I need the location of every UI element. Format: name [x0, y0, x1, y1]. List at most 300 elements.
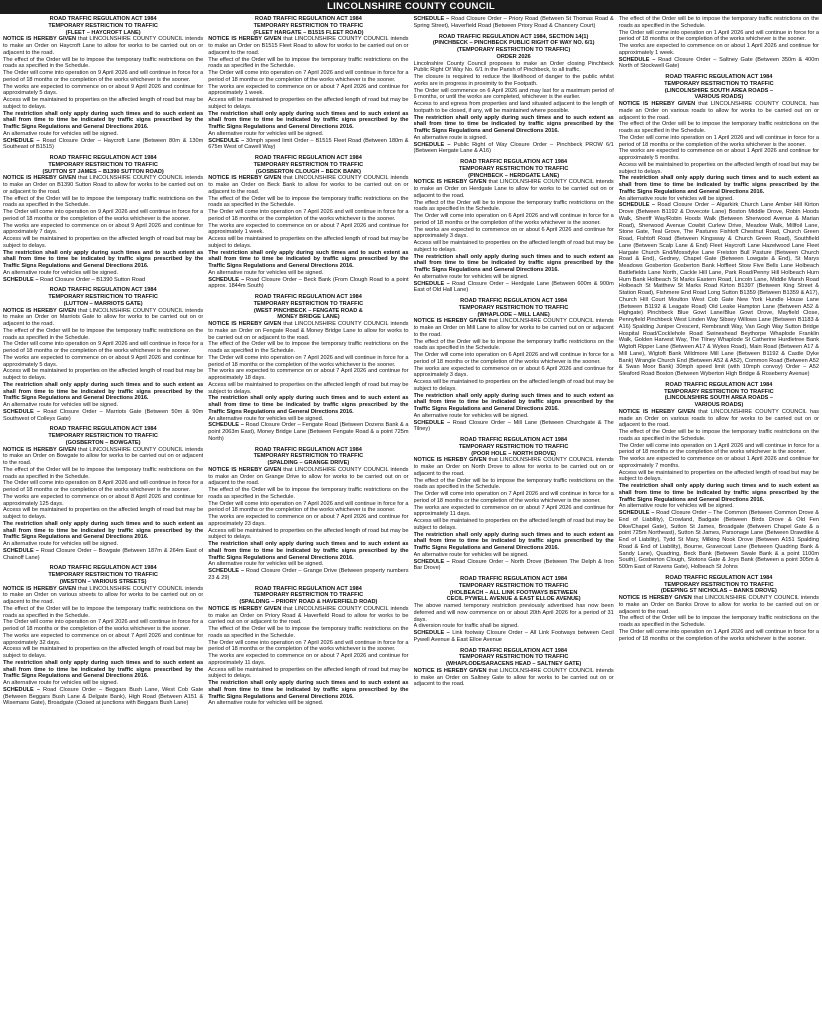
notice-intro [414, 457, 614, 477]
notice-paragraph: The above named temporary restriction previously advertised has now been deferred and will now commence on or about 20th April 2026 for a period of 31 days. [413, 603, 614, 623]
notice-block [619, 74, 819, 378]
notice-lead: NOTICE IS HEREBY GIVEN [208, 466, 282, 473]
notice-heading: ROAD TRAFFIC REGULATION ACT 1984 [665, 74, 773, 80]
schedule-text [414, 16, 614, 30]
notice-intro [3, 175, 203, 195]
notice-heading: TEMPORARY RESTRICTION TO TRAFFIC [458, 443, 569, 450]
notice-heading: ROAD TRAFFIC REGULATION ACT 1984 [254, 446, 362, 453]
schedule-label: SCHEDULE – [413, 419, 451, 426]
intro-text: intends to make an Order on B1390 Sutton Road to allow for works to be carried out on or adjacent to the road. [3, 175, 204, 195]
notice-access: Access will be maintained to properties on the affected length of road but may be subject to delays. [3, 507, 204, 520]
notice-heading: (SPALDING – GRANGE DRIVE) [267, 460, 350, 466]
notice-lead: NOTICE IS HEREBY GIVEN [208, 321, 282, 327]
notice-heading: (DEEPING ST NICHOLAS – BANKS DROVE) [660, 588, 777, 595]
council-name: that LINCOLNSHIRE COUNTY COUNCIL [283, 321, 389, 327]
notice-restriction: The restriction shall only apply during such times and to such extent as shall from time to time be indicated by traffic signs prescribed by the Traffic Signs Regulations and General Directions 2016. [208, 680, 409, 700]
notice-restriction: The restriction shall only apply during such times and to such extent as shall from time to time be indicated by traffic signs prescribed by the Traffic Signs Regulations and General Directions 2016. [413, 114, 614, 134]
notice-heading: ROAD TRAFFIC REGULATION ACT 1984 [665, 381, 773, 388]
notice-lead: NOTICE IS HEREBY GIVEN [618, 408, 696, 415]
schedule-text [208, 138, 408, 152]
notice-heading: ORDER 2026 [496, 53, 531, 60]
schedule-label: SCHEDULE – [3, 276, 39, 283]
notice-block [414, 437, 614, 572]
notice-works: The works are expected to commence on or about 7 April 2026 and continue for approximately 11 days. [413, 504, 614, 518]
schedule-value: 30mph speed limit Order – B1515 Fleet Road (Between 180m & 675m West of Cawell Way) [208, 137, 409, 151]
notice-heading: ROAD TRAFFIC REGULATION ACT 1984 [254, 16, 362, 22]
notice-heading: (WHAPLODE/SARACENS HEAD – SALTNEY GATE) [446, 661, 582, 667]
notice-intro [3, 586, 203, 606]
notice-heading: ROAD TRAFFIC REGULATION ACT 1984, SECTION 14(1) [438, 33, 589, 40]
notice-restriction: The restriction shall only apply during such times and to such extent as shall from time to time be indicated by traffic signs prescribed by the Traffic Signs Regulations and General Directions 2016. [3, 110, 204, 130]
notice-heading: (GOSBERTON – BOWGATE) [65, 439, 141, 446]
notice-heading: ROAD TRAFFIC REGULATION ACT 1984 [460, 437, 568, 443]
notice-heading: TEMPORARY RESTRICTION TO TRAFFIC [458, 582, 569, 589]
notice-heading: ROAD TRAFFIC REGULATION ACT 1984 [460, 647, 568, 654]
notice-alt-route: An alternative route for vehicles will be signed. [208, 415, 324, 422]
notice-heading: TEMPORARY RESTRICTION TO TRAFFIC [48, 572, 158, 578]
notice-restriction: The restriction shall only apply during such times and to such extent as shall from time to time be indicated by traffic signs prescribed by the Traffic Signs Regulations and General Directions 2016. [208, 110, 409, 130]
council-name: that LINCOLNSHIRE COUNTY COUNCIL [698, 101, 807, 107]
notice-heading: ROAD TRAFFIC REGULATION ACT 1984 [254, 294, 362, 300]
notice-heading: (PINCHBECK – HERDGATE LANE) [468, 172, 560, 179]
notice-restriction: The restriction shall only apply during such times and to such extent as shall from time to time be indicated by traffic signs prescribed by the Traffic Signs Regulations and General Directions 2016. [618, 175, 819, 195]
schedule-value: Road Closure Order – The Common (Between Common Drove & End of Liability), Crowland, Badgate (Between Birds Drove & Old Fen Dike/Chapel Gate), Sutton St James, Broadgate (Between Chapel Gate & a point 725m Northeast), Sutton St James, Parsonage Lane (Between Drawdike & End of Liability), Tydd St Mary, Milking Nook Drove (Between A151 Spalding Road & End of Liability), Bourne, Gravecoat Lane (Between Quadring Bank & Sandy Lane), Quadring, Beck Bank (Between Swale Bank & a point 1100m South), Gosberton Clough, Stotons Gate & Joys Bank (Between a point 305m & 500m East of Ravens Gate), Holbeach St Johns [618, 510, 819, 570]
notice-restriction: The restriction shall only apply during such times and to such extent as shall from time to time be indicated by traffic signs prescribed by the Traffic Signs Regulations and General Directions 2016. [208, 541, 409, 561]
council-name: that LINCOLNSHIRE COUNTY COUNCIL [693, 595, 799, 601]
notice-works: The works are expected to commence on or about 7 April 2026 and continue for approximately 11 days. [208, 653, 409, 666]
notice-heading: TEMPORARY RESTRICTION TO TRAFFIC [458, 654, 569, 661]
notice-effect: The effect of the Order will be to impose the temporary traffic restrictions on the roads as specified in the Schedule. [208, 341, 409, 354]
notice-date: The Order will come into operation on 9 April 2026 and will continue in force for a period of 18 months or the completion of the works whichever is the sooner. [3, 209, 204, 222]
schedule-value: Road Closure Order – Herdgate Lane (Between 600m & 900m East of Old Hall Lane) [413, 280, 614, 294]
schedule-text [3, 687, 203, 707]
notice-heading: TEMPORARY RESTRICTION TO TRAFFIC [253, 592, 364, 599]
schedule-label: SCHEDULE – [208, 568, 244, 574]
notice-heading: (WESTON – VARIOUS STREETS) [59, 578, 147, 585]
notice-restriction: The restriction shall only apply during such times and to such extent as shall from time to time be indicated by traffic signs prescribed by the Traffic Signs Regulations and General Directions 2016. [3, 659, 204, 680]
notice-intro [208, 321, 408, 341]
notice-works: The works are expected to commence on or about 8 April 2026 and continue for approximately 125 days. [3, 493, 204, 507]
notice-lead: NOTICE IS HEREBY GIVEN [3, 36, 77, 43]
notice-access: Access will be maintained to properties on the affected length of road but may be subject to delays. [208, 666, 409, 680]
notice-heading: (TEMPORARY RESTRICTION TO TRAFFIC) [456, 47, 571, 53]
notice-alt-route: An alternative route for vehicles will be signed. [3, 680, 119, 686]
notice-date: The Order will come into operation on 7 April 2026 and will continue in force for a period of 18 months or the completion of the works whichever is the sooner. [3, 619, 204, 632]
notice-block [619, 575, 819, 643]
schedule-value: Road Closure Order – Beggars Bush Lane, West Cob Gate (Between Beggars Bush Lane & Delgate Bank), High Road (Between A151 & Wisemans Gate), Broadgate (Closed at junctions with Beggars Bush Lane) [3, 686, 204, 707]
notice-heading: ROAD TRAFFIC REGULATION ACT 1984 [665, 574, 773, 581]
notice-access: Access will be maintained to properties on the affected length of road but may be subject to delays. [208, 97, 409, 110]
notice-heading: (SPALDING – PRIORY ROAD & HAVERFIELD ROAD) [239, 599, 378, 605]
notice-block [414, 34, 614, 156]
notice-lead: NOTICE IS HEREBY GIVEN [208, 175, 282, 182]
schedule-label: SCHEDULE – [208, 422, 244, 429]
notice-date: The Order will come into operation on 7 April 2026 and will continue in force for a period of 18 months or the completion of the works whichever is the sooner. [208, 70, 409, 83]
notice-alt-route: An alternative route for vehicles will be signed. [413, 412, 529, 419]
notice-works: The works are expected to commence on or about 6 April 2026 and continue for approximately 3 days. [413, 365, 614, 379]
notice-block [414, 298, 614, 433]
schedule-label: SCHEDULE – [3, 408, 41, 415]
intro-text: intends to make an Order on Fengate Road & Money Bridge Lane to allow for works to be carried out on or adjacent to the road. [208, 321, 409, 341]
notice-block [208, 16, 408, 151]
notice-heading: ROAD TRAFFIC REGULATION ACT 1984 [49, 155, 157, 161]
notice-paragraph: The works are expected to commence on or about 1 April 2026 and continue for approximately 1 week. [618, 43, 819, 56]
notice-heading: (PINCHBECK – PINCHBECK PUBLIC RIGHT OF WAY NO. 6/1) [432, 40, 595, 47]
council-name: that LINCOLNSHIRE COUNTY COUNCIL [78, 175, 184, 182]
council-name: that LINCOLNSHIRE COUNTY COUNCIL [283, 605, 389, 612]
notice-block [3, 565, 203, 707]
intro-text: intends to make an Order on Bowgate to allow for works to be carried out on or adjacent to the road. [3, 446, 204, 466]
notice-lead: NOTICE IS HEREBY GIVEN [618, 101, 696, 107]
notice-date: The Order will come into operation on 9 April 2026 and will continue in force for a period of 18 months or the completion of the works whichever is the sooner. [3, 341, 204, 354]
notice-access: Access will be maintained to properties on the affected length of road but may be subject to delays. [3, 236, 204, 249]
notice-restriction: The restriction shall only apply during such times and to such extent as shall from time to time be indicated by traffic signs prescribed by the Traffic Signs Regulations and General Directions 2016. [413, 392, 614, 412]
notice-date: The Order will come into operation on 6 April 2026 and will continue in force for a period of 18 months or the completion of the works whichever is the sooner. [413, 213, 614, 226]
notice-lead: NOTICE IS HEREBY GIVEN [413, 179, 487, 186]
notice-column [619, 16, 819, 1024]
schedule-value: Road Closure Order – Priory Road (Between St Thomas Road & Spring Street), Haverfield Road (Between Priory Road & Chancery Court) [413, 16, 614, 29]
notice-heading: ROAD TRAFFIC REGULATION ACT 1984 [460, 576, 568, 582]
notice-access: Access will be maintained to properties on the affected length of road but may be subject to delays. [208, 527, 409, 541]
schedule-label: SCHEDULE – [3, 137, 40, 144]
notice-restriction: The restriction shall only apply during such times and to such extent as shall from time to time be indicated by traffic signs prescribed by the Traffic Signs Regulations and General Directions 2016. [208, 395, 409, 415]
notice-paragraph: The Order will come into operation on 1 April 2026 and will continue in force for a period of 18 months or the completion of the works whichever is the sooner. [618, 29, 819, 43]
schedule-value: Link footway Closure Order – All Link Footways between Cecil Pywell Avenue & East Elloe Avenue [413, 630, 614, 643]
notice-heading: TEMPORARY RESTRICTION TO TRAFFIC [48, 22, 158, 29]
schedule-label: SCHEDULE – [208, 276, 245, 283]
schedule-value: Road Closure Order – Mill Lane (Between Churchgate & The Tilney) [413, 419, 614, 433]
notice-alt-route: An alternative route for vehicles will be signed. [3, 130, 119, 137]
notice-date: The Order will come into operation on 9 April 2026 and will continue in force for a period of 18 months or the completion of the works whichever is the sooner. [3, 70, 204, 83]
schedule-value: Road Closure Order – Haycroft Lane (Between 80m & 130m Southeast of B1515) [3, 137, 204, 151]
notice-intro [414, 318, 614, 338]
schedule-text [3, 138, 203, 152]
notice-heading: VARIOUS ROADS) [694, 402, 744, 408]
notice-intro [3, 308, 203, 328]
notice-date: The Order will come into operation on 1 April 2026 and will continue in force for a period of 18 months or the completion of the works whichever is the sooner. [618, 134, 819, 148]
notice-works: The works are expected to commence on or about 7 April 2026 and continue for approximately 18 days. [208, 368, 409, 381]
intro-text: has made an Order on various roads to allow for works to be carried out on or adjacent to the road. [618, 101, 819, 121]
intro-text: intends to make an Order on Beck Bank to allow for works to be carried out on or adjacent to the road. [208, 175, 409, 195]
notice-alt-route: An alternative route for vehicles will be signed. [413, 551, 529, 558]
schedule-value: Road Closure Order – B1390 Sutton Road [40, 276, 146, 283]
schedule-label: SCHEDULE – [3, 686, 40, 693]
council-name: that LINCOLNSHIRE COUNTY COUNCIL [78, 307, 184, 314]
notice-intro [619, 409, 819, 429]
council-name: that LINCOLNSHIRE COUNTY COUNCIL [78, 36, 184, 43]
notice-column [208, 16, 408, 1024]
schedule-value: Road Closure Order – Marriots Gate (Between 50m & 90m Southwest of Colleys Gate) [3, 408, 204, 422]
notice-effect: The effect of the Order will be to impose the temporary traffic restrictions on the roads as specified in the Schedule. [208, 487, 409, 500]
notice-restriction: The restriction shall only apply during such times and to such extent as shall from time to time be indicated by traffic signs prescribed by the Traffic Signs Regulations and General Directions 2016. [618, 483, 819, 503]
notice-heading: TEMPORARY RESTRICTION TO TRAFFIC [48, 161, 158, 168]
notice-effect: The effect of the Order will be to impose the temporary traffic restrictions on the roads as specified in the Schedule. [618, 615, 819, 628]
notice-paragraph: The closure is required to reduce the likelihood of danger to the public whilst works are in progress in proximity to the Footpath. [413, 74, 614, 87]
schedule-text [414, 142, 614, 156]
notice-works: The works are expected to commence on or about 7 April 2026 and continue for approximately 1 week. [208, 222, 409, 236]
council-name: that LINCOLNSHIRE COUNTY COUNCIL [488, 457, 594, 464]
notice-alt-route: An alternative route for vehicles will be signed. [618, 195, 734, 202]
notice-works: The works are expected to commence on or about 9 April 2026 and continue for approximately 7 days. [3, 222, 204, 236]
notice-heading: ROAD TRAFFIC REGULATION ACT 1984 [254, 585, 362, 592]
intro-text: intends to make an Order on Mill Lane to allow for works to be carried out on or adjacent to the road. [413, 318, 614, 338]
notice-lead: NOTICE IS HEREBY GIVEN [413, 318, 487, 325]
notice-heading: (LUTTON – MARRIOTS GATE) [63, 300, 143, 307]
schedule-text [208, 422, 408, 442]
intro-text: intends to make an Order on Haycroft Lane to allow for works to be carried out on or adjacent to the road. [3, 36, 204, 56]
schedule-value: Road Closure Order – Fengate Road (Between Dozens Bank & a point 2063m East), Money Bridge Lane (Between Fengate Road & a point 725m North) [208, 422, 409, 442]
notice-block [414, 159, 614, 294]
notice-works: The works are expected to commence on or about 7 April 2026 and continue for approximately 1 week. [208, 83, 409, 97]
notice-heading: (FLEET HARGATE – B1515 FLEET ROAD) [253, 29, 364, 36]
notice-access: Access will be maintained to properties on the affected length of road but may be subject to delays. [413, 379, 614, 392]
notice-paragraph: Access to and egress from properties and land situated adjacent to the length of footpath to be closed, if any, will be maintained where possible. [413, 101, 614, 114]
schedule-label: SCHEDULE – [618, 56, 656, 63]
schedule-value: Road Closure Order – Bowgate (Between 187m & 264m East of Chainoff Lane) [3, 547, 204, 561]
notice-block [414, 16, 614, 30]
notice-heading: (LINCOLNSHIRE SOUTH AREA ROADS – [664, 87, 774, 94]
notice-works: The works are expected to commence on or about 7 April 2026 and continue for approximately 23 days. [208, 514, 409, 527]
notice-works: The works are expected to commence on or about 7 April 2026 and continue for approximately 32 days. [3, 632, 204, 646]
notice-effect: The effect of the Order will be to impose the temporary traffic restrictions on the roads as specified in the Schedule. [3, 327, 204, 341]
schedule-value: Road Closure Order – North Drove (Between The Delph & Iron Bar Drove) [413, 558, 614, 572]
schedule-text [3, 277, 203, 284]
schedule-value: Road Closure Order – Saltney Gate (Between 350m & 400m North of Stockwell Gate) [618, 56, 819, 70]
schedule-text [208, 277, 408, 291]
schedule-text [619, 510, 819, 571]
notice-heading: (WEST PINCHBECK – FENGATE ROAD & [253, 307, 363, 314]
notice-intro [208, 175, 408, 195]
intro-text: intends to make an Order on North Drove to allow for works to be carried out on or adjacent to the road. [413, 457, 614, 477]
notice-heading: TEMPORARY RESTRICTION TO TRAFFIC [664, 80, 774, 87]
notice-block [3, 16, 203, 151]
notice-lead: NOTICE IS HEREBY GIVEN [208, 36, 282, 43]
notice-intro [414, 668, 614, 688]
notice-effect: The effect of the Order will be to impose the temporary traffic restrictions on the roads as specified in the Schedule. [618, 121, 819, 134]
intro-text: intends to make an Order on Banks Drove to allow for works to be carried out on or adjacent to the road. [618, 595, 819, 615]
notice-heading: ROAD TRAFFIC REGULATION ACT 1984 [49, 16, 157, 22]
schedule-text [414, 281, 614, 295]
masthead: LINCOLNSHIRE COUNTY COUNCIL [0, 0, 822, 14]
notice-block [414, 648, 614, 689]
schedule-text [3, 548, 203, 562]
notice-access: Access will be maintained to properties on the affected length of road but may be subject to delays. [618, 469, 819, 483]
schedule-label: SCHEDULE – [3, 547, 39, 554]
notice-block [208, 586, 408, 708]
council-name: that LINCOLNSHIRE COUNTY COUNCIL [283, 175, 389, 182]
notice-access: Access will be maintained to properties on the affected length of road but may be subject to delays. [618, 161, 819, 175]
notice-heading: TEMPORARY RESTRICTION TO TRAFFIC [253, 300, 364, 307]
notice-date: The Order will come into operation on 7 April 2026 and will continue in force for a period of 18 months or the completion of the works whichever is the sooner. [208, 209, 409, 222]
notice-intro [208, 467, 408, 487]
notice-column [414, 16, 614, 1024]
intro-text: intends to make an Order on Herdgate Lane to allow for works to be carried out on or adjacent to the road. [413, 179, 614, 199]
notice-lead: NOTICE IS HEREBY GIVEN [3, 585, 77, 592]
notice-heading: TEMPORARY RESTRICTION TO TRAFFIC [253, 22, 364, 29]
notice-works: The works are expected to commence on or about 6 April 2026 and continue for approximately 3 days. [413, 226, 614, 240]
notice-heading: VARIOUS ROADS) [694, 94, 744, 101]
schedule-value: Road Closure Order – Beck Bank (From Clough Road to a point approx. 1844m South) [208, 276, 409, 290]
notice-block [208, 447, 408, 582]
notice-paragraph: The effect of the Order will be to impose the temporary traffic restrictions on the roads as specified in the Schedule. [618, 16, 819, 29]
notice-access: Access will be maintained to properties on the affected length of road but may be subject to delays. [413, 240, 614, 253]
notice-block [208, 294, 408, 443]
notice-lead: NOTICE IS HEREBY GIVEN [3, 446, 77, 453]
schedule-text [619, 57, 819, 71]
notice-alt-route: An alternative route for vehicles will be signed. [413, 273, 529, 280]
notice-block [619, 16, 819, 70]
schedule-label: SCHEDULE – [618, 202, 655, 209]
schedule-label: SCHEDULE – [618, 510, 655, 516]
notice-heading: ROAD TRAFFIC REGULATION ACT 1984 [460, 159, 568, 165]
notice-heading: TEMPORARY RESTRICTION TO TRAFFIC [458, 304, 569, 311]
schedule-text [619, 202, 819, 378]
notice-alt-route: An alternative route for vehicles will be signed. [208, 269, 324, 276]
intro-text: intends to make an Order on Marriots Gate to allow for works to be carried out on or adjacent to the road. [3, 307, 204, 327]
notice-effect: The effect of the Order will be to impose the temporary traffic restrictions on the roads as specified in the Schedule. [208, 56, 409, 70]
notice-restriction: The restriction shall only apply during such times and to such extent as shall from time to time be indicated by traffic signs prescribed by the Traffic Signs Regulations and General Directions 2016. [3, 520, 204, 541]
notice-effect: The effect of the Order will be to impose the temporary traffic restrictions on the roads as specified in the Schedule. [3, 56, 204, 70]
schedule-text [414, 630, 614, 644]
notice-heading: (WHAPLODE – MILL LANE) [477, 311, 550, 318]
notice-heading: ROAD TRAFFIC REGULATION ACT 1984 [49, 287, 157, 294]
notice-access: Access will be maintained to properties on the affected length of road but may be subject to delays. [3, 646, 204, 659]
notice-heading: TEMPORARY RESTRICTION TO TRAFFIC [48, 294, 158, 300]
notice-date: The Order will come into operation on 7 April 2026 and will continue in force for a period of 18 months or the completion of the works whichever is the sooner. [413, 491, 614, 504]
notice-lead: NOTICE IS HEREBY GIVEN [413, 457, 487, 464]
notice-heading: CECIL PYWELL AVENUE & EAST ELLOE AVENUE) [446, 596, 581, 603]
schedule-label: SCHEDULE – [413, 280, 450, 287]
notice-restriction: The restriction shall only apply during such times and to such extent as shall from time to time be indicated by traffic signs prescribed by the Traffic Signs Regulations and General Directions 2016. [3, 381, 204, 402]
notice-alt-route: An alternative route for vehicles will be signed. [208, 130, 324, 137]
notice-column [3, 16, 203, 1024]
notice-intro [619, 595, 819, 615]
notice-heading: TEMPORARY RESTRICTION TO TRAFFIC [458, 165, 569, 172]
notice-access: Access will be maintained to properties on the affected length of road but may be subject to delays. [208, 236, 409, 249]
notice-heading: ROAD TRAFFIC REGULATION ACT 1984 [460, 298, 568, 304]
notice-restriction: The restriction shall only apply during such times and to such extent as shall from time to time be indicated by traffic signs prescribed by the Traffic Signs Regulations and General Directions 2016. [413, 253, 614, 273]
intro-text: intends to make an Order on various streets to allow for works to be carried out on or adjacent to the road. [3, 585, 204, 605]
notice-date: The Order will come into operation on 1 April 2026 and will continue in force for a period of 18 months or the completion of the works whichever is the sooner. [618, 442, 819, 456]
notice-paragraph: The Order will commence on 6 April 2026 and may last for a maximum period of 6 months, or until the works are completed, whichever is the earlier. [413, 87, 614, 101]
council-name: that LINCOLNSHIRE COUNTY COUNCIL [488, 667, 594, 674]
notice-effect: The effect of the Order will be to impose the temporary traffic restrictions on the roads as specified in the Schedule. [3, 195, 204, 209]
notice-works: The works are expected to commence on or about 1 April 2026 and continue for approximately 7 months. [618, 456, 819, 469]
schedule-text [3, 409, 203, 423]
notice-date: The Order will come into operation on 7 April 2026 and will continue in force for a period of 18 months or the completion of the works whichever is the sooner. [208, 354, 409, 368]
notice-heading: ROAD TRAFFIC REGULATION ACT 1984 [254, 155, 362, 161]
notice-works: The works are expected to commence on or about 9 April 2026 and continue for approximately 5 days. [3, 83, 204, 97]
schedule-text [208, 568, 408, 582]
council-name: that LINCOLNSHIRE COUNTY COUNCIL [78, 446, 184, 453]
notice-lead: NOTICE IS HEREBY GIVEN [3, 307, 77, 314]
notice-effect: The effect of the Order will be to impose the temporary traffic restrictions on the roads as specified in the Schedule. [413, 199, 614, 213]
notice-heading: MONEY BRIDGE LANE) [277, 314, 340, 321]
schedule-value: Road Closure Order – Algarkirk Church Lane Amber Hill Kirton Drove (Between B1192 & Dovecote Lane) Boston Middle Drove, Robin Hoods Walk, Sheriff Way/Robin Hoods Walk (Between Sherwood Avenue & Marian Road), Sherwood Avenue Cowbit Curlew Drive, Meadow Walk, Millfoil Lane, Stone Gate, Teal Grove, The Pastures Fishtoft Chestnut Road, Church Green Road, Fishtoft Road (Between Kingsway & Church Green Road), Southfield Lane (Between Scalp Lane & End) Fleet Haycroft Lane Hazelwood Lane Fleet Hargate Church End/Mossdyke Lane Freiston Bull Pasture (Between Church Road & End), Gedney, Chapel Gate (Between Lowgate & End), St Marys Meadows Gosberton Gosberton Bank Hoffleet Stow Five Bells Lane Holbeach Battlefields Lane North, Cackle Hill Lane, Park Road/Penny Hill Holbeach Hurn Hurn Bank Holbeach St Marks Eastern Road, Lincoln Lane, Middle Marsh Road Holbeach St Matthew St Marks Road Kirton B1397 (Between King Street & Station Road), Fishmere End Road Long Sutton B1359 (Between B1359 & A17), Church Hill Court Moulton West Cob Gate New York Hundle House Lane (Between B1192 & Leagate Road) Old Leake Hampton Lane (Between A52 & Highgate) Pinchbeck Blue Gowt Lane/Blue Gowt Drove, Mayfield Close, Pennyfield Pinchbeck West Linden Way Sibsey Willows Lane (Between B1183 & A16) Spalding Juniper Crescent, Rembrandt Way, Van Gogh Way Sutton Bridge Hospital Road/Cocklehole Road Swineshead Beythorpe Whaplode Franklin Walk, Golden Harvest Way, The Tilney Whaplode St Catherine Hurdletree Bank Wigtoft Ripper Lane (Between A17 & Wykes Road), Main Road (Between A17 & Mill Lane), Wigtoft Bank Wildmore Mill Lane (Between B1192 & Castle Dyke Bank) Wrangle Church End (Between A52 & A52), Common Road (Between A52 & Swan Moor Bank) 30mph speed limit (with 10mph convoy) Order – A52 Sleaford Road Boston (Between Wyberton High Bridge & Roseberry Avenue) [618, 202, 819, 377]
notice-alt-route: An alternative route for vehicles will be signed. [3, 541, 119, 547]
notice-date: The Order will come into operation on 8 April 2026 and will continue in force for a period of 18 months or the completion of the works whichever is the sooner. [3, 480, 204, 493]
notice-heading: TEMPORARY RESTRICTION TO TRAFFIC [253, 453, 364, 460]
notice-intro [208, 36, 408, 56]
notice-date: The Order will come into operation on 1 April 2026 and will continue in force for a period of 18 months or the completion of the works whichever is the sooner. [618, 628, 819, 642]
council-name: that LINCOLNSHIRE COUNTY COUNCIL [283, 36, 389, 43]
notice-date: The Order will come into operation on 7 April 2026 and will continue in force for a period of 18 months or the completion of the works whichever is the sooner. [208, 500, 409, 514]
notice-heading: TEMPORARY RESTRICTION TO TRAFFIC [664, 581, 774, 588]
council-name: that LINCOLNSHIRE COUNTY COUNCIL [488, 179, 594, 186]
notice-effect: The effect of the Order will be to impose the temporary traffic restrictions on the roads as specified in the Schedule. [3, 466, 204, 480]
intro-text: has made an Order on various roads to allow for works to be carried out on or adjacent to the road. [618, 408, 819, 429]
notice-intro [3, 36, 203, 56]
notice-access: Access will be maintained to properties on the affected length of road but may be subject to delays. [208, 381, 409, 395]
notice-heading: TEMPORARY RESTRICTION TO TRAFFIC [48, 433, 158, 439]
notice-intro [414, 179, 614, 199]
intro-text: intends to make an Order on B1515 Fleet Road to allow for works to be carried out on or adjacent to the road. [208, 36, 409, 56]
notice-access: Access will be maintained to properties on the affected length of road but may be subject to delays. [3, 97, 204, 110]
notice-block [208, 155, 408, 290]
notice-block [414, 576, 614, 644]
notice-alt-route: An alternative route for vehicles will be signed. [208, 700, 324, 707]
notice-block [3, 426, 203, 561]
notice-access: Access will be maintained to properties on the affected length of road but may be subject to delays. [413, 518, 614, 531]
notice-alt-route: An alternative route for vehicles will be signed. [3, 269, 119, 276]
intro-text: intends to make an Order on Priory Road & Haverfield Road to allow for works to be carried out on or adjacent to the road. [208, 605, 409, 626]
notice-intro [3, 447, 203, 467]
schedule-text [414, 559, 614, 573]
notice-effect: The effect of the Order will be to impose the temporary traffic restrictions on the roads as specified in the Schedule. [208, 626, 409, 639]
notice-lead: NOTICE IS HEREBY GIVEN [208, 605, 282, 612]
notice-effect: The effect of the Order will be to impose the temporary traffic restrictions on the roads as specified in the Schedule. [3, 605, 204, 619]
notice-restriction: The restriction shall only apply during such times and to such extent as shall from time to time be indicated by traffic signs prescribed by the Traffic Signs Regulations and General Directions 2016. [3, 249, 204, 269]
notice-paragraph: Lincolnshire County Council proposes to make an Order closing Pinchbeck Public Right Of Way No. 6/1 in the Parish of Pinchbeck, to all traffic. [413, 60, 614, 74]
notice-heading: (LINCOLNSHIRE SOUTH AREA ROADS – [664, 395, 774, 402]
notice-intro [208, 606, 408, 626]
notice-date: The Order will come into operation on 7 April 2026 and will continue in force for a period of 18 months or the completion of the works whichever is the sooner. [208, 639, 409, 653]
notice-heading: ROAD TRAFFIC REGULATION ACT 1984 [49, 426, 157, 433]
notice-columns [3, 16, 819, 1024]
schedule-value: Public Right of Way Closure Order – Pinchbeck PROW 6/1 (Between Hergate Lane & A16) [413, 141, 614, 155]
notice-block [619, 382, 819, 571]
schedule-text [414, 420, 614, 434]
notice-heading: ROAD TRAFFIC REGULATION ACT 1984 [49, 565, 157, 572]
schedule-label: SCHEDULE – [413, 16, 450, 22]
notice-block [3, 287, 203, 422]
notice-effect: The effect of the Order will be to impose the temporary traffic restrictions on the roads as specified in the Schedule. [413, 477, 614, 491]
notice-effect: The effect of the Order will be to impose the temporary traffic restrictions on the roads as specified in the Schedule. [413, 338, 614, 352]
notice-restriction: The restriction shall only apply during such times and to such extent as shall from time to time be indicated by traffic signs prescribed by the Traffic Signs Regulations and General Directions 2016. [208, 249, 409, 269]
notice-lead: NOTICE IS HEREBY GIVEN [3, 175, 77, 182]
notice-heading: TEMPORARY RESTRICTION TO TRAFFIC [664, 388, 774, 395]
notice-alt-route: An alternative route for vehicles will be signed. [208, 561, 324, 568]
schedule-label: SCHEDULE – [208, 137, 245, 144]
schedule-label: SCHEDULE – [413, 558, 450, 565]
notice-access: Access will be maintained to properties on the affected length of road but may be subject to delays. [3, 368, 204, 381]
notice-effect: The effect of the Order will be to impose the temporary traffic restrictions on the roads as specified in the Schedule. [618, 429, 819, 442]
notice-alt-route: A diversion route for traffic shall be signed. [413, 623, 519, 630]
council-name: that LINCOLNSHIRE COUNTY COUNCIL [283, 466, 389, 473]
notice-alt-route: An alternative route is signed. [413, 134, 488, 141]
notice-works: The works are expected to commence on or about 1 April 2026 and continue for approximately 5 months. [618, 148, 819, 161]
notice-date: The Order will come into operation on 6 April 2026 and will continue in force for a period of 18 months or the completion of the works whichever is the sooner. [413, 352, 614, 365]
schedule-label: SCHEDULE – [413, 630, 450, 636]
notice-lead: NOTICE IS HEREBY GIVEN [413, 667, 487, 674]
notice-heading: (GOSBERTON CLOUGH – BECK BANK) [255, 168, 361, 175]
schedule-value: Road Closure Order – Grange Drive (Between property numbers 23 & 29) [208, 568, 409, 581]
intro-text: intends to make an Order on Saltney Gate to allow for works to be carried out on or adjacent to the road. [413, 667, 614, 688]
notice-alt-route: An alternative route for vehicles will be signed. [618, 503, 734, 510]
notice-restriction: The restriction shall only apply during such times and to such extent as shall from time to time be indicated by traffic signs prescribed by the Traffic Signs Regulations and General Directions 2016. [413, 531, 614, 551]
notice-heading: (SUTTON ST JAMES – B1390 SUTTON ROAD) [42, 168, 164, 175]
notice-block [3, 155, 203, 283]
